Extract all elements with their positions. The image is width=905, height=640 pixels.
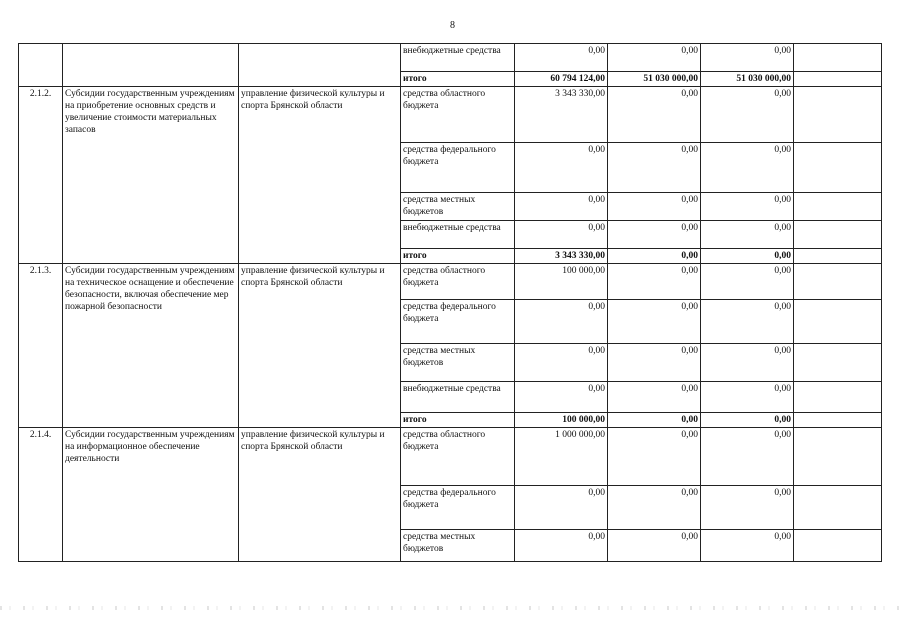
value-cell-3: 0,00 (701, 249, 794, 264)
value-cell-2: 0,00 (608, 143, 701, 193)
value-cell-2: 51 030 000,00 (608, 72, 701, 87)
value-cell-3: 0,00 (701, 87, 794, 143)
source-cell: средства местных бюджетов (401, 530, 515, 562)
source-cell: средства областного бюджета (401, 264, 515, 300)
source-cell: средства федерального бюджета (401, 300, 515, 344)
value-cell-1: 0,00 (515, 486, 608, 530)
item-name: Субсидии государственным учреждениям на приобретение основных средств и увеличение стоимости материальных запасов (63, 87, 239, 264)
source-cell: средства местных бюджетов (401, 344, 515, 382)
name-cell (63, 44, 239, 87)
note-cell (794, 382, 882, 413)
table-row (19, 87, 882, 143)
source-cell: средства областного бюджета (401, 87, 515, 143)
value-cell-3: 51 030 000,00 (701, 72, 794, 87)
value-cell-1: 0,00 (515, 382, 608, 413)
value-cell-1: 0,00 (515, 193, 608, 221)
value-cell-1: 100 000,00 (515, 264, 608, 300)
value-cell-3: 0,00 (701, 221, 794, 249)
note-cell (794, 72, 882, 87)
value-cell-1: 60 794 124,00 (515, 72, 608, 87)
value-cell-2: 0,00 (608, 486, 701, 530)
code-cell (19, 44, 63, 87)
value-cell-3: 0,00 (701, 44, 794, 72)
value-cell-1: 0,00 (515, 143, 608, 193)
value-cell-3: 0,00 (701, 264, 794, 300)
value-cell-2: 0,00 (608, 530, 701, 562)
value-cell-1: 0,00 (515, 44, 608, 72)
note-cell (794, 264, 882, 300)
source-cell: средства федерального бюджета (401, 143, 515, 193)
note-cell (794, 87, 882, 143)
scan-artifact-line (0, 606, 905, 610)
source-cell: итого (401, 249, 515, 264)
value-cell-2: 0,00 (608, 221, 701, 249)
value-cell-1: 1 000 000,00 (515, 428, 608, 486)
value-cell-1: 3 343 330,00 (515, 87, 608, 143)
source-cell: средства областного бюджета (401, 428, 515, 486)
value-cell-3: 0,00 (701, 382, 794, 413)
value-cell-3: 0,00 (701, 530, 794, 562)
budget-table (18, 43, 882, 562)
value-cell-1: 0,00 (515, 344, 608, 382)
note-cell (794, 413, 882, 428)
item-executor: управление физической культуры и спорта Брянской области (239, 428, 401, 562)
value-cell-1: 0,00 (515, 300, 608, 344)
item-name: Субсидии государственным учреждениям на техническое оснащение и обеспечение безопасности, включая обеспечение мер пожарной безопасности (63, 264, 239, 428)
value-cell-2: 0,00 (608, 300, 701, 344)
value-cell-1: 100 000,00 (515, 413, 608, 428)
value-cell-3: 0,00 (701, 193, 794, 221)
value-cell-1: 0,00 (515, 221, 608, 249)
source-cell: внебюджетные средства (401, 221, 515, 249)
value-cell-3: 0,00 (701, 486, 794, 530)
value-cell-2: 0,00 (608, 87, 701, 143)
table-row (19, 428, 882, 486)
value-cell-3: 0,00 (701, 344, 794, 382)
table-row (19, 44, 882, 72)
value-cell-2: 0,00 (608, 413, 701, 428)
note-cell (794, 300, 882, 344)
value-cell-2: 0,00 (608, 382, 701, 413)
value-cell-3: 0,00 (701, 300, 794, 344)
item-executor: управление физической культуры и спорта Брянской области (239, 87, 401, 264)
note-cell (794, 249, 882, 264)
note-cell (794, 221, 882, 249)
note-cell (794, 193, 882, 221)
item-executor: управление физической культуры и спорта Брянской области (239, 264, 401, 428)
value-cell-2: 0,00 (608, 344, 701, 382)
value-cell-2: 0,00 (608, 44, 701, 72)
source-cell: внебюджетные средства (401, 382, 515, 413)
value-cell-2: 0,00 (608, 428, 701, 486)
page-number: 8 (450, 20, 455, 31)
value-cell-1: 0,00 (515, 530, 608, 562)
note-cell (794, 530, 882, 562)
note-cell (794, 486, 882, 530)
source-cell: итого (401, 413, 515, 428)
source-cell: средства местных бюджетов (401, 193, 515, 221)
value-cell-3: 0,00 (701, 143, 794, 193)
value-cell-3: 0,00 (701, 428, 794, 486)
value-cell-1: 3 343 330,00 (515, 249, 608, 264)
item-code: 2.1.3. (19, 264, 63, 428)
source-cell: итого (401, 72, 515, 87)
value-cell-3: 0,00 (701, 413, 794, 428)
source-cell: внебюджетные средства (401, 44, 515, 72)
item-code: 2.1.4. (19, 428, 63, 562)
note-cell (794, 44, 882, 72)
executor-cell (239, 44, 401, 87)
note-cell (794, 428, 882, 486)
note-cell (794, 344, 882, 382)
source-cell: средства федерального бюджета (401, 486, 515, 530)
table-row (19, 264, 882, 300)
item-code: 2.1.2. (19, 87, 63, 264)
note-cell (794, 143, 882, 193)
value-cell-2: 0,00 (608, 264, 701, 300)
item-name: Субсидии государственным учреждениям на информационное обеспечение деятельности (63, 428, 239, 562)
value-cell-2: 0,00 (608, 249, 701, 264)
value-cell-2: 0,00 (608, 193, 701, 221)
